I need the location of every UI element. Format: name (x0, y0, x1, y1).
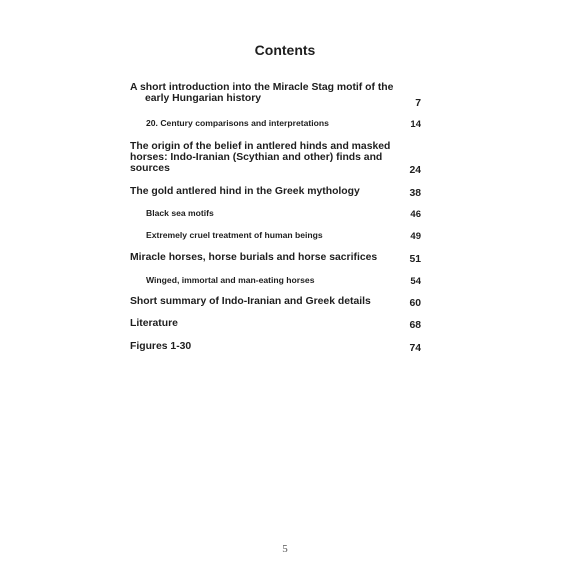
toc-entry (130, 318, 425, 331)
toc-entry-text: Figures 1-30 (130, 341, 192, 352)
toc-entry (130, 186, 425, 199)
toc-entry-text: Literature (130, 318, 178, 329)
toc-entry (130, 141, 425, 176)
page-number: 5 (282, 543, 288, 555)
toc-entry-page: 51 (409, 254, 421, 265)
toc-entry-page: 46 (410, 209, 421, 220)
toc-entry (130, 230, 425, 242)
toc-entry-page: 68 (409, 320, 421, 331)
toc-entry-text: The origin of the belief in antlered hinds and masked horses: Indo-Iranian (Scythian and other) finds and sources (130, 141, 391, 174)
toc-entry (130, 341, 425, 354)
toc-entry (130, 252, 425, 265)
toc-entry-text: Winged, immortal and man-eating horses (146, 275, 315, 285)
toc-entry-page: 60 (409, 298, 421, 309)
toc-entry-text: Black sea motifs (146, 208, 214, 218)
toc-entry-page: 38 (409, 188, 421, 199)
toc-entry (130, 82, 425, 109)
table-of-contents (130, 82, 425, 354)
toc-entry-text: Extremely cruel treatment of human beings (146, 230, 323, 240)
toc-entry (130, 208, 425, 220)
toc-entry-page: 54 (410, 276, 421, 287)
toc-entry (130, 275, 425, 287)
toc-entry-page: 14 (410, 119, 421, 130)
toc-entry (130, 118, 425, 130)
toc-entry-page: 7 (415, 98, 421, 109)
toc-entry-page: 24 (409, 165, 421, 176)
toc-entry-text: A short introduction into the Miracle Stag motif of the early Hungarian history (130, 82, 394, 104)
contents-title: Contents (254, 42, 316, 58)
toc-entry (130, 296, 425, 309)
toc-entry-text: 20. Century comparisons and interpretations (146, 118, 329, 128)
toc-entry-text: Miracle horses, horse burials and horse sacrifices (130, 252, 378, 263)
toc-entry-page: 74 (409, 343, 421, 354)
toc-entry-text: The gold antlered hind in the Greek mythology (130, 186, 360, 197)
toc-entry-page: 49 (410, 231, 421, 242)
toc-entry-text: Short summary of Indo-Iranian and Greek details (130, 296, 371, 307)
